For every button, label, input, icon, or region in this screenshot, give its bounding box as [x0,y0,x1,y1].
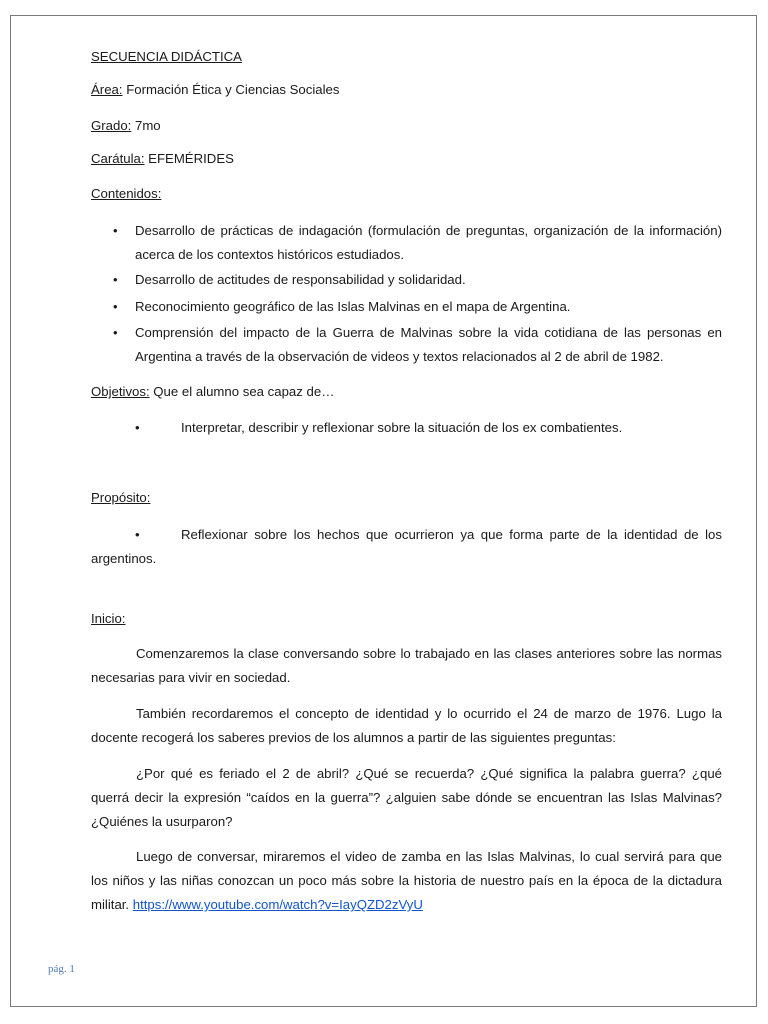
area-value: Formación Ética y Ciencias Sociales [122,82,340,97]
proposito-text: Reflexionar sobre los hechos que ocurrieron ya que forma parte de la identidad de los argentinos. [91,527,722,566]
inicio-paragraph-with-link [91,845,722,917]
inicio-label: Inicio: [91,611,126,626]
area-line [91,78,339,102]
page-number: pág. 1 [48,963,75,975]
document-title: SECUENCIA DIDÁCTICA [91,49,242,64]
caratula-value: EFEMÉRIDES [144,151,234,166]
inicio-paragraph-text: Luego de conversar, miraremos el video de zamba en las Islas Malvinas, lo cual servirá para que los niños y las niñas conozcan un poco más sobre la historia de nuestro país en la época de la dictadura militar. [91,849,722,912]
caratula-line [91,147,234,171]
bullet-icon: • [113,299,118,314]
inicio-paragraph: Comenzaremos la clase conversando sobre lo trabajado en las clases anteriores sobre las normas necesarias para vivir en sociedad. [91,646,722,685]
inicio-paragraph: También recordaremos el concepto de identidad y lo ocurrido el 24 de marzo de 1976. Lugo la docente recogerá los saberes previos de los alumnos a partir de las siguientes preguntas: [91,706,722,745]
bullet-icon: • [135,527,140,542]
list-item-text: Reconocimiento geográfico de las Islas Malvinas en el mapa de Argentina. [135,299,571,314]
caratula-label: Carátula: [91,151,145,166]
contenidos-label: Contenidos: [91,186,162,201]
list-item-text: Desarrollo de prácticas de indagación (formulación de preguntas, organización de la información) acerca de los contextos históricos estudiados. [135,223,722,262]
area-label: Área: [91,82,123,97]
grado-value: 7mo [131,118,161,133]
list-item-text: Interpretar, describir y reflexionar sobre la situación de los ex combatientes. [181,420,623,435]
video-link[interactable]: https://www.youtube.com/watch?v=IayQZD2zVyU [132,897,423,912]
list-item-text: Comprensión del impacto de la Guerra de Malvinas sobre la vida cotidiana de las personas en Argentina a través de la observación de videos y textos relacionados al 2 de abril de 1982. [135,325,722,364]
list-item-text: Desarrollo de actitudes de responsabilidad y solidaridad. [135,272,466,287]
objetivos-label: Objetivos: [91,384,150,399]
grado-label: Grado: [91,118,132,133]
objetivos-line [91,380,334,404]
proposito-label: Propósito: [91,490,151,505]
bullet-icon: • [135,420,140,435]
objetivos-value: Que el alumno sea capaz de… [149,384,335,399]
bullet-icon: • [113,272,118,287]
inicio-paragraph: ¿Por qué es feriado el 2 de abril? ¿Qué se recuerda? ¿Qué significa la palabra guerra? ¿qué querrá decir la expresión “caídos en la guerra”? ¿alguien sabe dónde se encuentran las Islas Malvinas? ¿Quiénes la usurparon? [91,766,722,829]
document-page [10,15,757,1007]
grado-line [91,114,161,138]
bullet-icon: • [113,223,118,238]
bullet-icon: • [113,325,118,340]
